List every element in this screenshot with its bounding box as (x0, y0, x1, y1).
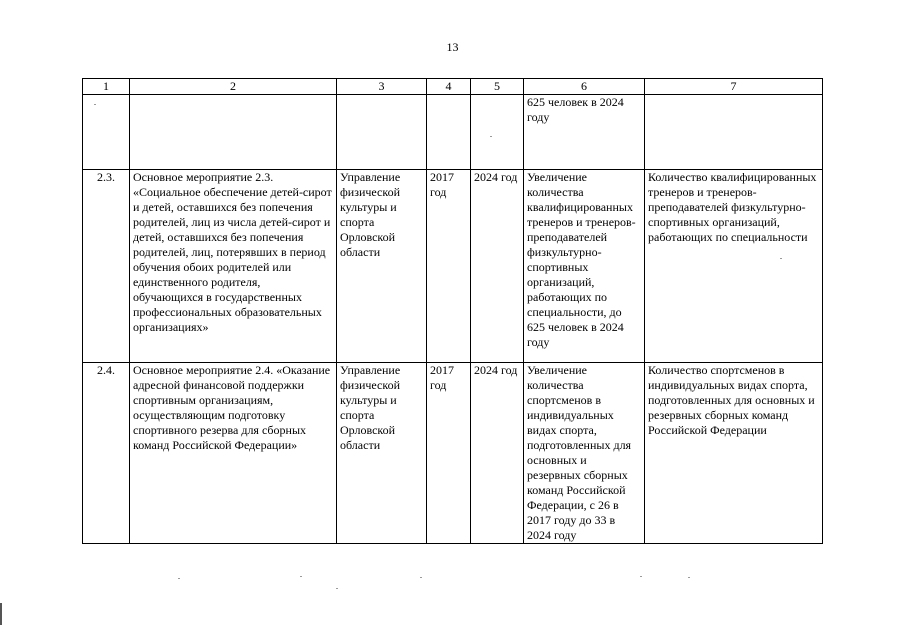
scan-speck (490, 136, 492, 137)
header-row (83, 79, 823, 95)
scan-speck (178, 578, 180, 579)
header-cell: 5 (471, 79, 524, 95)
event-cell (130, 95, 337, 170)
header-cell: 2 (130, 79, 337, 95)
end-year-cell (471, 95, 524, 170)
row-number-cell: 2.4. (83, 363, 130, 544)
start-year-cell (427, 95, 471, 170)
table-row (83, 363, 823, 544)
header-cell: 6 (524, 79, 645, 95)
table-row (83, 170, 823, 363)
start-year-cell: 2017 год (427, 170, 471, 363)
scan-speck (336, 588, 338, 589)
end-year-cell: 2024 год (471, 170, 524, 363)
executor-cell (337, 95, 427, 170)
page-number: 13 (446, 40, 459, 54)
start-year-cell: 2017 год (427, 363, 471, 544)
scan-speck (780, 258, 782, 259)
event-cell: Основное мероприятие 2.3. «Социальное обеспечение детей-сирот и детей, оставшихся без попечения родителей, лиц из числа детей-сирот и детей, оставшихся без попечения родителей, лиц, потерявших в период обучения обоих родителей или единственного родителя, обучающихся в государственных профессиональных образовательных организациях» (130, 170, 337, 363)
end-year-cell: 2024 год (471, 363, 524, 544)
executor-cell: Управление физической культуры и спорта Орловской области (337, 170, 427, 363)
indicator-cell (645, 95, 823, 170)
table-row (83, 95, 823, 170)
indicator-cell: Количество квалифицированных тренеров и тренеров-преподавателей физкультурно-спортивных организаций, работающих по специальности (645, 170, 823, 363)
header-cell: 7 (645, 79, 823, 95)
scan-speck (300, 576, 302, 577)
indicator-cell: Количество спортсменов в индивидуальных видах спорта, подготовленных для основных и резервных сборных команд Российской Федерации (645, 363, 823, 544)
scan-edge-mark (0, 603, 2, 625)
executor-cell: Управление физической культуры и спорта Орловской области (337, 363, 427, 544)
scan-speck (640, 576, 642, 577)
header-cell: 4 (427, 79, 471, 95)
result-cell: Увеличение количества квалифицированных тренеров и тренеров-преподавателей физкультурно-спортивных организаций, работающих по специальности, до 625 человек в 2024 году (524, 170, 645, 363)
row-number-cell: 2.3. (83, 170, 130, 363)
header-cell: 3 (337, 79, 427, 95)
header-cell: 1 (83, 79, 130, 95)
result-cell: 625 человек в 2024 году (524, 95, 645, 170)
result-cell: Увеличение количества спортсменов в индивидуальных видах спорта, подготовленных для основных и резервных сборных команд Российской Федерации, с 26 в 2017 году до 33 в 2024 году (524, 363, 645, 544)
row-number-cell (83, 95, 130, 170)
event-cell: Основное мероприятие 2.4. «Оказание адресной финансовой поддержки спортивным организациям, осуществляющим подготовку спортивного резерва для сборных команд Российской Федерации» (130, 363, 337, 544)
program-table (82, 78, 823, 544)
scan-speck (688, 577, 690, 578)
scan-speck (94, 104, 96, 105)
scan-speck (420, 577, 422, 578)
